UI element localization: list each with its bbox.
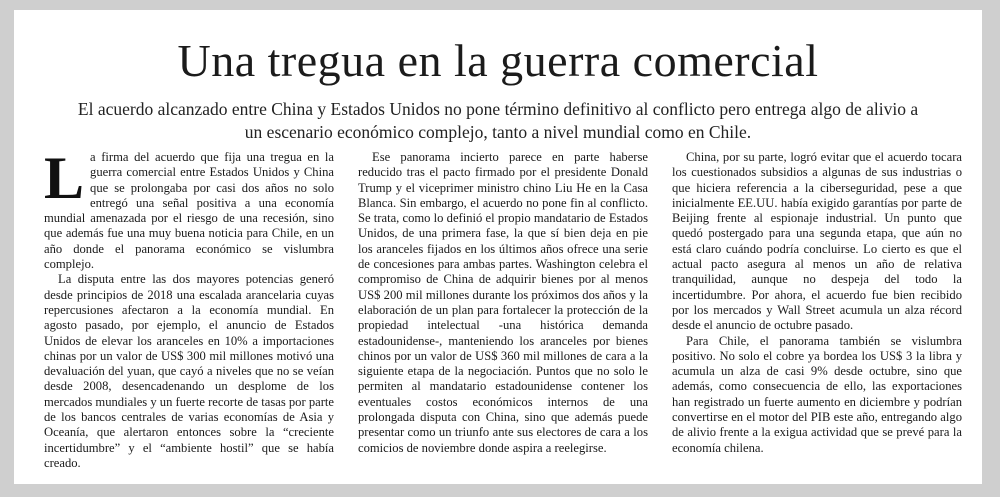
deck-subtitle: El acuerdo alcanzado entre China y Estados Unidos no pone término definitivo al conflicto pero entrega algo de alivio a un escenario económico complejo, tanto a nivel mundial como en Chile. (77, 99, 919, 142)
paragraph: Ese panorama incierto parece en parte haberse reducido tras el pacto firmado por el presidente Donald Trump y el viceprimer ministro chino Liu He en la Casa Blanca. Sin embargo, el acuerdo no pone fin al conflicto. Se trata, como lo definió el propio mandatario de Estados Unidos, de una primera fase, la que sí bien deja en pie los aranceles fijados en los últimos años ofrece una serie de concesiones para ambas partes. Washington celebra el compromiso de China de adquirir bienes por al menos US$ 200 mil millones durante los próximos dos años y la elaboración de un plan para fortalecer la protección de la propiedad intelectual -una histórica demanda estadounidense-, manteniendo los aranceles por bienes chinos por un valor de US$ 360 mil millones de cara a la siguiente etapa de la negociación. Puntos que no solo le permiten al mandatario estadounidense contener los eventuales costos económicos internos de una prolongada disputa con China, sino que además puede presentar como un triunfo ante sus electores de cara a los comicios de noviembre donde aspira a reelegirse. (358, 150, 648, 455)
headline: Una tregua en la guerra comercial (177, 35, 819, 86)
paragraph: La disputa entre las dos mayores potencias generó desde principios de 2018 una escalada arancelaria cuyas repercusiones afectaron a la economía mundial. En agosto pasado, por ejemplo, el anuncio de Estados Unidos de elevar los aranceles en 10% a importaciones chinas por un valor de US$ 300 mil millones motivó una devaluación del yuan, que cayó a niveles que no se veían desde 2008, desencadenando un desplome de los mercados mundiales y un fuerte recorte de tasas por parte de los bancos centrales de varias economías de Asia y Oceanía, que alertaron entonces sobre la “creciente incertidumbre” y el “ambiente hostil” que se había creado. (44, 272, 334, 470)
column-1 (44, 150, 334, 470)
article-body (44, 150, 962, 470)
column-2 (358, 150, 648, 470)
drop-cap: L (44, 150, 85, 211)
paragraph: China, por su parte, logró evitar que el acuerdo tocara los cuestionados subsidios a algunas de sus industrias o que hiciera referencia a la ciberseguridad, pese a que inicialmente EE.UU. había exigido garantías por parte de Beijing frente al espionaje industrial. Un punto que quedó postergado para una segunda etapa, que aún no está claro cuándo podría concluirse. Lo cierto es que el actual pacto asegura al menos un año de relativa tranquilidad, aunque no despeja del todo la incertidumbre. Por ahora, el acuerdo fue bien recibido por los mercados y Wall Street acumula un alza récord desde el anuncio de octubre pasado. (672, 150, 962, 333)
newspaper-page (14, 10, 982, 484)
paragraph (44, 150, 334, 272)
paragraph-text: a firma del acuerdo que fija una tregua en la guerra comercial entre Estados Unidos y China que se prolongaba por casi dos años no solo entregó una señal positiva a una economía mundial amenazada por el riesgo de una recesión, sino que además fue una muy buena noticia para Chile, en un año donde el panorama económico se vislumbra complejo. (44, 150, 334, 272)
paragraph: Para Chile, el panorama también se vislumbra positivo. No solo el cobre ya bordea los US$ 3 la libra y acumula un alza de casi 9% desde octubre, sino que además, como consecuencia de ello, las exportaciones han registrado un fuerte aumento en diciembre y podrían convertirse en el motor del PIB este año, entregando algo de alivio frente a la exigua actividad que se prevé para la economía chilena. (672, 333, 962, 455)
column-3 (672, 150, 962, 470)
